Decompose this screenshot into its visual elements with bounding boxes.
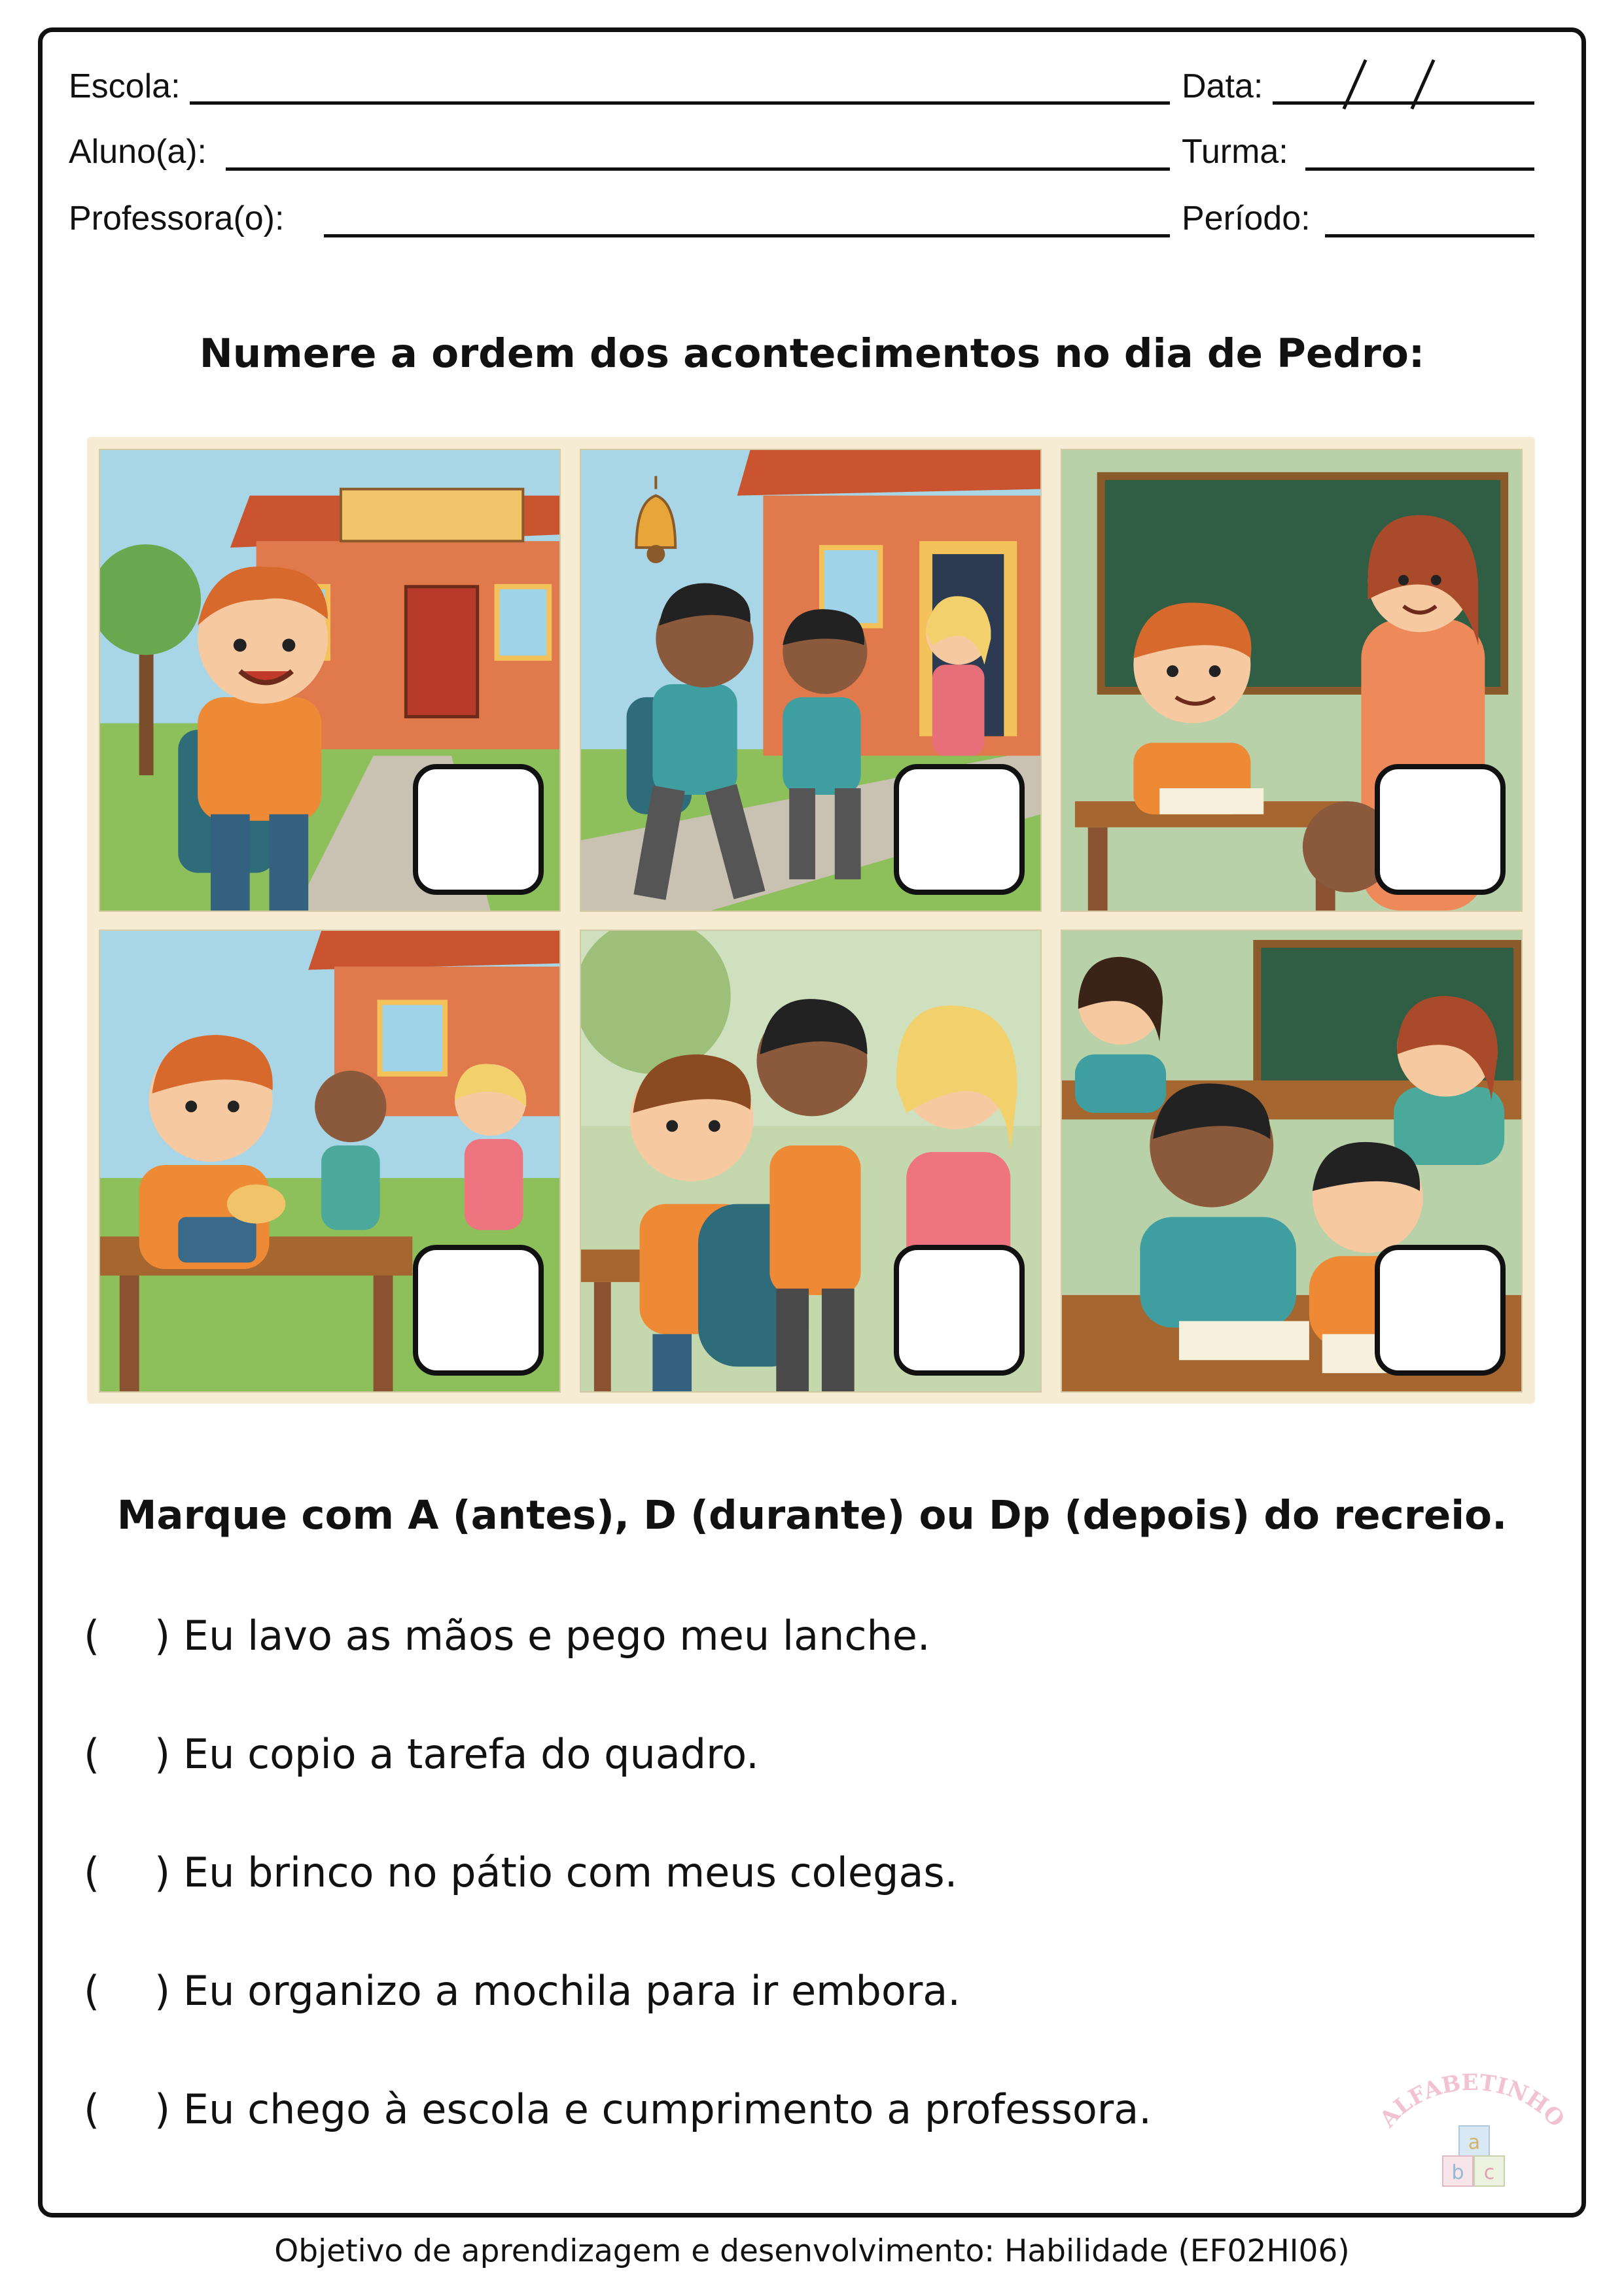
student-field[interactable] [226, 167, 1170, 171]
svg-text:b: b [1451, 2161, 1464, 2184]
student-label: Aluno(a): [69, 133, 207, 171]
order-box-5[interactable] [894, 1245, 1025, 1376]
statement-text-3: ) Eu brinco no pátio com meus colegas. [154, 1849, 958, 1896]
statement-item-1 [84, 1612, 930, 1660]
svg-text:a: a [1468, 2131, 1481, 2154]
panel-bell [580, 449, 1042, 912]
answer-slot-2[interactable]: ( [84, 1730, 100, 1778]
panel-writing [1061, 930, 1523, 1393]
answer-slot-1[interactable]: ( [84, 1612, 100, 1660]
panel-snack [99, 930, 561, 1393]
class-field[interactable] [1305, 167, 1534, 171]
date-label: Data: [1182, 67, 1263, 105]
svg-text:ALFABETINHO: ALFABETINHO [1375, 2070, 1570, 2132]
teacher-field[interactable] [324, 234, 1170, 237]
answer-slot-5[interactable]: ( [84, 2085, 100, 2133]
footer-objective: Objetivo de aprendizagem e desenvolvimento: Habilidade (EF02HI06) [274, 2233, 1350, 2269]
statement-item-2 [84, 1730, 759, 1778]
panel-arrival [99, 449, 561, 912]
story-panels-grid [87, 437, 1535, 1404]
statement-item-4 [84, 1967, 961, 2015]
panel-backpack [580, 930, 1042, 1393]
period-field[interactable] [1325, 234, 1534, 237]
answer-slot-3[interactable]: ( [84, 1849, 100, 1896]
statement-item-5 [84, 2085, 1152, 2133]
school-label: Escola: [69, 67, 181, 105]
activity-2-title: Marque com A (antes), D (durante) ou Dp (depois) do recreio. [116, 1492, 1508, 1539]
statement-text-1: ) Eu lavo as mãos e pego meu lanche. [154, 1612, 930, 1660]
statement-item-3 [84, 1849, 958, 1896]
order-box-3[interactable] [1375, 764, 1506, 895]
svg-text:c: c [1483, 2161, 1495, 2184]
panel-classroom [1061, 449, 1523, 912]
activity-1-title: Numere a ordem dos acontecimentos no dia de Pedro: [199, 330, 1425, 377]
order-box-2[interactable] [894, 764, 1025, 895]
answer-slot-4[interactable]: ( [84, 1967, 100, 2015]
statement-text-2: ) Eu copio a tarefa do quadro. [154, 1730, 759, 1778]
order-box-1[interactable] [413, 764, 544, 895]
statement-text-5: ) Eu chego à escola e cumprimento a professora. [154, 2085, 1152, 2133]
date-field[interactable] [1273, 101, 1534, 105]
statement-text-4: ) Eu organizo a mochila para ir embora. [154, 1967, 961, 2015]
class-label: Turma: [1182, 133, 1288, 171]
order-box-6[interactable] [1375, 1245, 1506, 1376]
school-field[interactable] [190, 101, 1170, 105]
alfabetinho-logo [1364, 2070, 1580, 2201]
teacher-label: Professora(o): [69, 200, 285, 237]
period-label: Período: [1182, 200, 1311, 237]
order-box-4[interactable] [413, 1245, 544, 1376]
